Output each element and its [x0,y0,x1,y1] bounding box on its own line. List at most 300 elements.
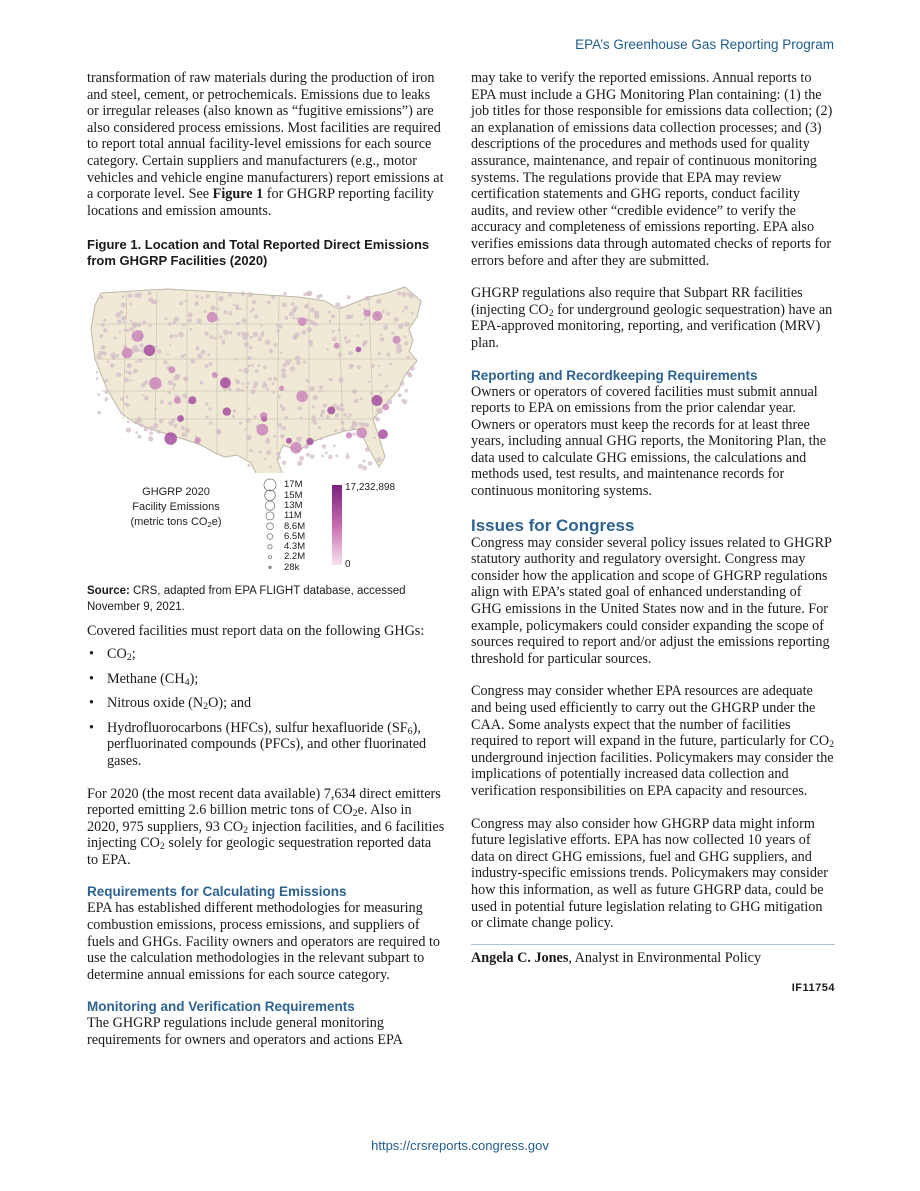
facility-dot [101,324,105,328]
facility-dot [228,311,232,315]
facility-dot [397,292,401,296]
facility-dot [321,410,325,414]
facility-dot [310,308,315,313]
facility-dot [267,301,271,305]
facility-dot [247,382,250,385]
facility-dot [135,361,138,364]
facility-dot [301,330,306,335]
facility-dot [133,369,138,374]
facility-dot-large [260,412,267,419]
facility-dot [103,319,106,322]
facility-dot [334,429,337,432]
facility-dot [321,444,326,449]
facility-dot [144,396,149,401]
facility-dot [119,311,123,315]
facility-dot [408,293,414,299]
facility-dot [137,435,141,439]
facility-dot [264,458,266,460]
facility-dot [201,350,206,355]
facility-dot [394,317,399,322]
facility-dot [249,346,252,349]
facility-dot-large [169,367,176,374]
facility-dot [358,464,363,469]
facility-dot [188,319,192,323]
facility-dot [103,329,107,333]
facility-dot [278,325,282,329]
facility-dot [296,437,302,443]
facility-dot [195,295,199,299]
facility-dot [405,389,409,393]
facility-dot [373,437,376,440]
facility-dot [124,378,129,383]
facility-dot [347,296,351,300]
facility-dot [168,380,173,385]
monitor-paragraph: The GHGRP regulations include general monitoring requirements for owners and operators and actions EPA [87,1015,403,1049]
facility-dot [120,398,123,401]
facility-dot [352,390,357,395]
facility-dot [265,439,270,444]
facility-dot-large [378,430,388,440]
facility-dot [248,356,252,360]
facility-dot [246,386,249,389]
facility-dot [239,422,242,425]
facility-dot [174,317,179,322]
facility-dot [282,461,287,466]
facility-dot [341,421,345,425]
footer-url-link[interactable]: https://crsreports.congress.gov [371,1138,549,1153]
facility-dot [172,388,174,390]
facility-dot [121,303,126,308]
facility-dot [285,317,289,321]
facility-dot [335,455,338,458]
facility-dot [341,428,346,433]
facility-dot-large [164,433,177,446]
facility-dot [160,401,164,405]
facility-dot [364,318,367,321]
facility-dot [310,387,315,392]
facility-dot [107,361,110,364]
facility-dot [349,365,354,370]
facility-dot [141,383,145,387]
facility-dot [371,364,375,368]
facility-dot [209,422,212,425]
facility-dot [343,414,346,417]
facility-dot [97,393,100,396]
facility-dot [251,364,254,367]
facility-dot [360,398,363,401]
intro-paragraph: transformation of raw materials during the production of iron and steel, cement, or petrochemicals. Emissions due to leaks or irregular releases (also known as “fugitive emissions”) are also considered process emissions. Most facilities are required to report total annual facility-level emissions for each source category. Certain suppliers and manufacturers (e.g., motor vehicles and vehicle engine manufacturers) report emissions at a corporate level. See Figure 1 for GHGRP reporting facility locations and emission amounts. [87,70,444,219]
size-legend-label: 11M [284,510,302,522]
facility-dot [273,392,276,395]
facility-dot [337,329,340,332]
facility-dot [133,325,137,329]
facility-dot [130,380,132,382]
facility-dot [299,456,304,461]
figure-source: Source: CRS, adapted from EPA FLIGHT database, accessed November 9, 2021. [87,585,406,614]
facility-dot [297,461,302,466]
facility-dot-large [346,433,352,439]
facility-dot [105,399,108,402]
facility-dot [263,366,267,370]
facility-dot [244,342,249,347]
facility-dot-large [132,331,144,343]
ghg-intro-paragraph: Covered facilities must report data on the following GHGs: [87,623,425,640]
monitor-heading: Monitoring and Verification Requirements [87,999,355,1015]
facility-dot [338,377,344,383]
facility-dot [320,414,323,417]
facility-dot [291,303,295,307]
figure-title: Figure 1. Location and Total Reported Direct Emissions from GHGRP Facilities (2020) [87,237,430,269]
facility-dot-large [306,438,313,445]
facility-dot [382,310,385,313]
facility-dot [282,303,287,308]
facility-dot [285,416,288,419]
facility-dot [214,337,217,340]
facility-dot [266,450,271,455]
facility-dot [149,325,152,328]
facility-dot [132,345,138,351]
issues-heading: Issues for Congress [471,515,635,535]
facility-dot-large [372,395,383,406]
facility-dot-large [144,345,155,356]
facility-dot [205,416,208,419]
facility-dot [181,433,186,438]
facility-dot [319,386,323,390]
facility-dot [185,428,190,433]
facility-dot [402,400,407,405]
facility-dot-large [356,347,362,353]
facility-dot [378,365,380,367]
facility-dot [314,322,318,326]
ghg-list-item: • Methane $(CH_4)$; [89,670,199,688]
facility-dot [100,296,104,300]
facility-dot-large [188,397,196,405]
facility-dot [278,423,282,427]
facility-dot [390,363,393,366]
facility-dot [276,452,280,456]
facility-dot [410,366,415,371]
facility-dot [319,391,321,393]
facility-dot [335,414,339,418]
facility-dot [326,348,329,351]
facility-dot-large [356,428,367,439]
color-scale-bar [332,485,342,565]
facility-dot [346,453,349,456]
facility-dot [346,455,350,459]
facility-dot [306,291,311,296]
facility-dot [204,332,209,337]
facility-dot [118,331,121,334]
facility-dot [400,382,405,387]
facility-dot [357,365,361,369]
facility-dot [105,391,109,395]
ghg-list-item: • Hydrofluorocarbons (HFCs), sulfur hexafluoride $(SF_6)$, perfluorinated compounds (PFCs), and other fluorinated gases. [89,719,427,769]
facility-dot [332,330,335,333]
facility-dot [233,410,236,413]
facility-dot [171,418,175,422]
facility-dot [295,356,300,361]
facility-dot [365,447,370,452]
facility-dot [169,344,171,346]
facility-dot [232,415,235,418]
facility-dot [159,419,164,424]
facility-dot [168,402,172,406]
facility-dot [313,396,318,401]
facility-dot [164,317,167,320]
facility-dot [325,452,328,455]
size-legend-label: 13M [284,499,303,511]
facility-dot [129,303,132,306]
facility-dot [276,330,279,333]
facility-dot [128,294,133,299]
facility-dot [338,353,343,358]
facility-dot [228,294,232,298]
facility-dot [290,367,295,372]
facility-dot [376,409,380,413]
facility-dot-large [393,336,401,344]
facility-dot [328,455,333,460]
facility-dot [277,456,281,460]
facility-dot [280,434,285,439]
facility-dot [265,340,270,345]
facility-dot [116,373,121,378]
facility-dot [293,317,296,320]
facility-dot [121,317,125,321]
facility-dot [217,308,220,311]
facility-dot [127,363,132,368]
facility-dot [285,360,290,365]
facility-dot [253,332,258,337]
facility-dot-large [286,438,292,444]
facility-dot [139,424,143,428]
facility-dot [295,333,300,338]
facility-dot [259,451,262,454]
rr-paragraph: GHGRP regulations also require that Subpart RR facilities (injecting $CO_2$ for underground geologic sequestration) have an EPA-approved monitoring, reporting, and verification (MRV) plan. [471,285,833,351]
facility-dot [247,408,250,411]
ghg-list-item: • Nitrous oxide $(N_2O)$; and [89,695,252,713]
facility-dot [183,354,186,357]
facility-dot [248,365,251,368]
facility-dot [137,323,142,328]
facility-dot [181,355,184,358]
facility-dot [219,335,223,339]
facility-dot [339,306,342,309]
facility-dot [102,352,105,355]
facility-dot [149,427,153,431]
facility-dot [242,319,247,324]
facility-dot [126,396,129,399]
facility-dot [274,343,278,347]
facility-dot [167,354,169,356]
facility-dot [289,312,294,317]
facility-dot [263,382,266,385]
facility-dot [218,296,223,301]
facility-dot [304,445,308,449]
facility-dot [153,423,159,429]
right-column [471,70,835,994]
facility-dot [363,460,366,463]
facility-dot [243,368,249,374]
continued-paragraph: may take to verify the reported emissions. Annual reports to EPA must include a GHG Monitoring Plan containing: (1) the job titles for those responsible for emissions data collection; (2) an explanation of emissions data collection processes; and (3) descriptions of the procedures and methods used for quality assurance, maintenance, and repair of continuous monitoring systems. The regulations provide that EPA may review certification statements and GHG reports, conduct facility audits, and review other “credible evidence” to verify the accuracy and completeness of emissions reporting. EPA also verifies emissions data through automated checks of reports for errors before and after they are submitted. [471,70,833,269]
facility-dot [340,403,344,407]
facility-dot [252,300,256,304]
facility-dot-large [298,318,307,327]
facility-dot [246,435,251,440]
facility-dot [210,306,215,311]
facility-dot [352,433,355,436]
facility-dot [260,325,262,327]
facility-dot [375,417,379,421]
left-column [87,70,445,1049]
facility-dot [241,389,244,392]
author-divider [471,944,835,967]
facility-dot [96,371,99,374]
facility-dot [123,329,126,332]
facility-dot [110,364,114,368]
facility-dot [307,327,312,332]
facility-dot [123,321,126,324]
facility-dot [128,371,132,375]
facility-dot [312,419,315,422]
facility-dot [332,337,337,342]
facility-dot [370,392,373,395]
facility-dot [185,300,187,302]
facility-dot [155,345,158,348]
facility-dot [344,337,348,341]
facility-dot [310,344,313,347]
facility-dot [331,314,335,318]
facility-dot [179,302,183,306]
facility-dot [376,299,381,304]
facility-dot [223,310,227,314]
facility-dot [126,428,131,433]
facility-dot [282,408,286,412]
facility-dot [380,392,383,395]
facility-dot [283,292,287,296]
author-line: Angela C. Jones, Analyst in Environmental Policy [471,949,762,966]
facility-dot [378,352,381,355]
facility-dot [310,455,315,460]
facility-dot [143,427,148,432]
facility-dot [349,315,353,319]
facility-dot [404,336,407,339]
facility-dot-large [195,438,201,444]
facility-dot [170,335,174,339]
facility-dot [254,382,259,387]
document-id: IF11754 [791,981,835,994]
facility-dot-large [290,442,302,454]
facility-dot [356,335,359,338]
facility-dot [318,426,321,429]
facility-dot [303,361,306,364]
facility-dot [173,376,179,382]
facility-dot [247,464,250,467]
figure-reference-link: Figure 1 [212,186,264,203]
facility-dot [236,323,239,326]
facility-dot [196,319,202,325]
facility-dot-large [372,311,382,321]
facility-dot [268,377,272,381]
facility-dot [190,328,193,331]
facility-dot [101,346,106,351]
facility-dot [153,300,158,305]
facility-dot [251,390,256,395]
color-scale-min-label: 0 [345,559,351,571]
facility-dot [398,394,402,398]
facility-dot [223,330,228,335]
facility-dot [182,394,187,399]
facility-dot [411,312,414,315]
facility-dot [396,349,401,354]
facility-dot [216,429,221,434]
facility-dot [236,388,240,392]
facility-dot [339,408,343,412]
facility-dot [168,322,172,326]
facility-dot [352,421,357,426]
facility-dot [281,373,287,379]
facility-dot [348,351,353,356]
facility-dot [235,307,239,311]
facility-dot [272,383,275,386]
facility-dot [386,312,390,316]
facility-dot [347,417,349,419]
facility-dot [380,338,384,342]
facility-dot [358,304,361,307]
facility-dot [283,426,287,430]
facility-dot [365,297,369,301]
facility-emissions-map [87,279,445,579]
facility-dot [250,336,253,339]
facility-dot [250,310,253,313]
facility-dot-large [364,310,371,317]
facility-dot [148,436,153,441]
facility-dot [330,378,333,381]
facility-dot [244,428,247,431]
facility-dot [97,411,101,415]
size-legend-label: 28k [284,561,300,573]
facility-dot [402,292,407,297]
facility-dot [280,352,282,354]
size-legend-label: 6.5M [284,530,306,542]
facility-dot [207,353,210,356]
stats-paragraph: For 2020 (the most recent data available) 7,634 direct emitters reported emitting 2.6 billion metric tons of $CO_2e$. Also in 2020, 975 suppliers, 93 $CO_2$ injection facilities, and 6 facilities injecting $CO_2$ solely for geologic sequestration reported data to EPA. [87,785,445,868]
facility-dot [183,378,186,381]
facility-dot [181,426,185,430]
calc-paragraph: EPA has established different methodologies for measuring combustion emissions, process emissions, and suppliers of fuels and GHGs. Facility owners and operators are required to use the calculation methodologies in the relevant subpart to determine annual emissions for each source category. [87,900,441,983]
facility-dot [122,296,125,299]
facility-dot [237,332,241,336]
facility-dot [148,297,153,302]
facility-dot-large [122,348,133,359]
legend-title: GHGRP 2020 Facility Emissions (metric tons $CO_2e$) [130,486,222,530]
facility-dot [242,383,244,385]
ghg-list-item: • $CO_2$; [89,645,136,663]
facility-dot [276,324,279,327]
facility-dot [404,341,408,345]
facility-dot [278,396,281,399]
facility-dot [321,455,324,458]
facility-dot [273,435,276,438]
facility-dot [404,322,409,327]
facility-dot [134,294,138,298]
facility-dot [229,331,233,335]
running-header: EPA’s Greenhouse Gas Reporting Program [575,37,834,52]
facility-dot [174,335,177,338]
facility-dot [385,385,388,388]
size-legend-label: 4.3M [284,541,306,553]
facility-dot [248,419,250,421]
facility-dot [306,379,310,383]
